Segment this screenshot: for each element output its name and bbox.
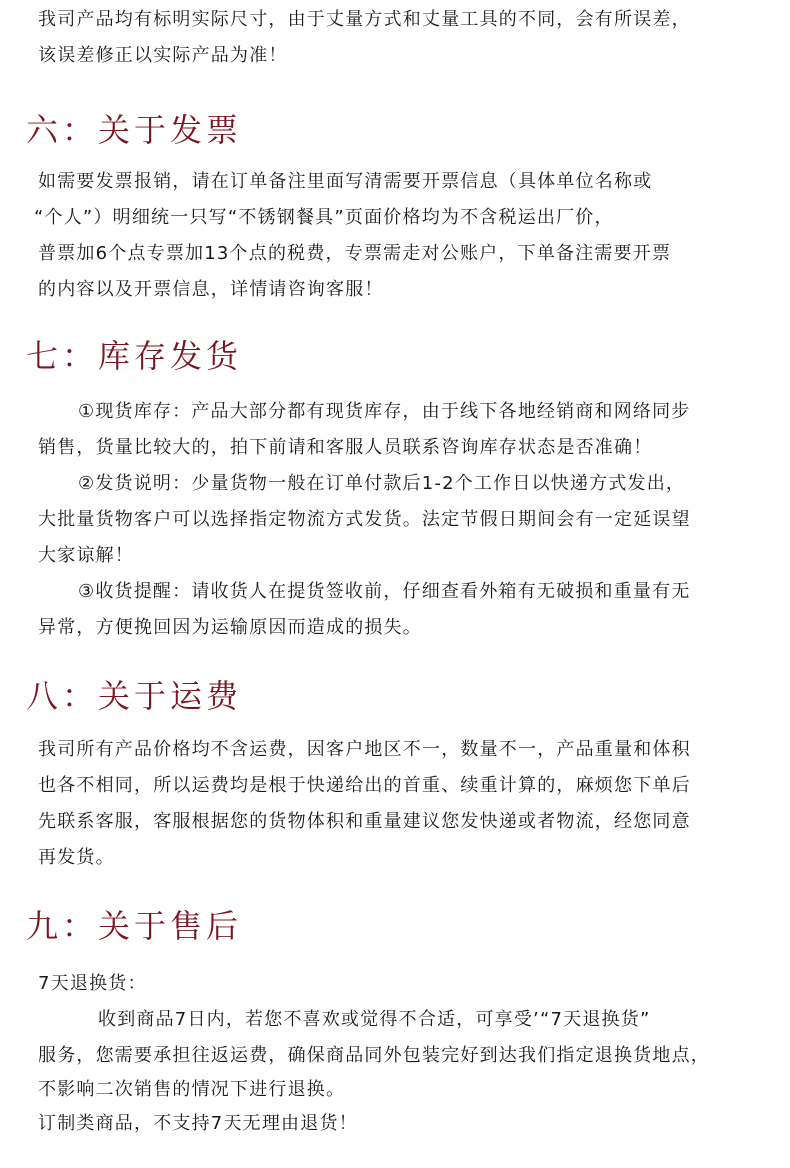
intro-line-2: 该误差修正以实际产品为准！ — [38, 45, 288, 66]
section-7-line-1: ①现货库存：产品大部分都有现货库存，由于线下各地经销商和网络同步 — [78, 401, 691, 422]
section-7-line-5: 大家谅解！ — [38, 545, 134, 566]
section-9-line-4: 不影响二次销售的情况下进行退换。 — [38, 1079, 346, 1100]
section-8-line-4: 再发货。 — [38, 847, 115, 868]
section-7-line-6: ③收货提醒：请收货人在提货签收前，仔细查看外箱有无破损和重量有无 — [78, 581, 691, 602]
section-6-line-3: 普票加6个点专票加13个点的税费，专票需走对公账户，下单备注需要开票 — [38, 243, 672, 264]
section-7-line-7: 异常，方便挽回因为运输原因而造成的损失。 — [38, 617, 422, 638]
section-6-heading: 六：关于发票 — [26, 111, 243, 149]
section-9-line-2: 收到商品7日内，若您不喜欢或觉得不合适，可享受’“7天退换货” — [98, 1009, 651, 1030]
section-7-line-3: ②发货说明：少量货物一般在订单付款后1-2个工作日以快递方式发出， — [78, 473, 686, 494]
section-9-line-3: 服务，您需要承担往返运费，确保商品同外包装完好到达我们指定退换货地点， — [38, 1045, 710, 1066]
section-9-line-1: 7天退换货： — [38, 973, 147, 994]
section-9-line-5: 订制类商品，不支持7天无理由退货！ — [38, 1113, 358, 1134]
section-8-heading: 八：关于运费 — [26, 677, 243, 715]
section-8-line-2: 也各不相同，所以运费均是根于快递给出的首重、续重计算的，麻烦您下单后 — [38, 775, 691, 796]
intro-line-1: 我司产品均有标明实际尺寸，由于丈量方式和丈量工具的不同，会有所误差， — [38, 9, 691, 30]
section-6-line-2: “个人”）明细统一只写“不锈钢餐具”页面价格均为不含税运出厂价， — [34, 207, 614, 228]
section-6-line-4: 的内容以及开票信息，详情请咨询客服！ — [38, 279, 384, 300]
section-8-line-1: 我司所有产品价格均不含运费，因客户地区不一，数量不一，产品重量和体积 — [38, 739, 691, 760]
section-6-line-1: 如需要发票报销，请在订单备注里面写清需要开票信息（具体单位名称或 — [38, 171, 653, 192]
section-7-heading: 七：库存发货 — [26, 337, 243, 375]
section-7-line-4: 大批量货物客户可以选择指定物流方式发货。法定节假日期间会有一定延误望 — [38, 509, 691, 530]
section-9-heading: 九：关于售后 — [26, 907, 243, 945]
section-8-line-3: 先联系客服，客服根据您的货物体积和重量建议您发快递或者物流，经您同意 — [38, 811, 691, 832]
section-7-line-2: 销售，货量比较大的，拍下前请和客服人员联系咨询库存状态是否准确！ — [38, 437, 653, 458]
